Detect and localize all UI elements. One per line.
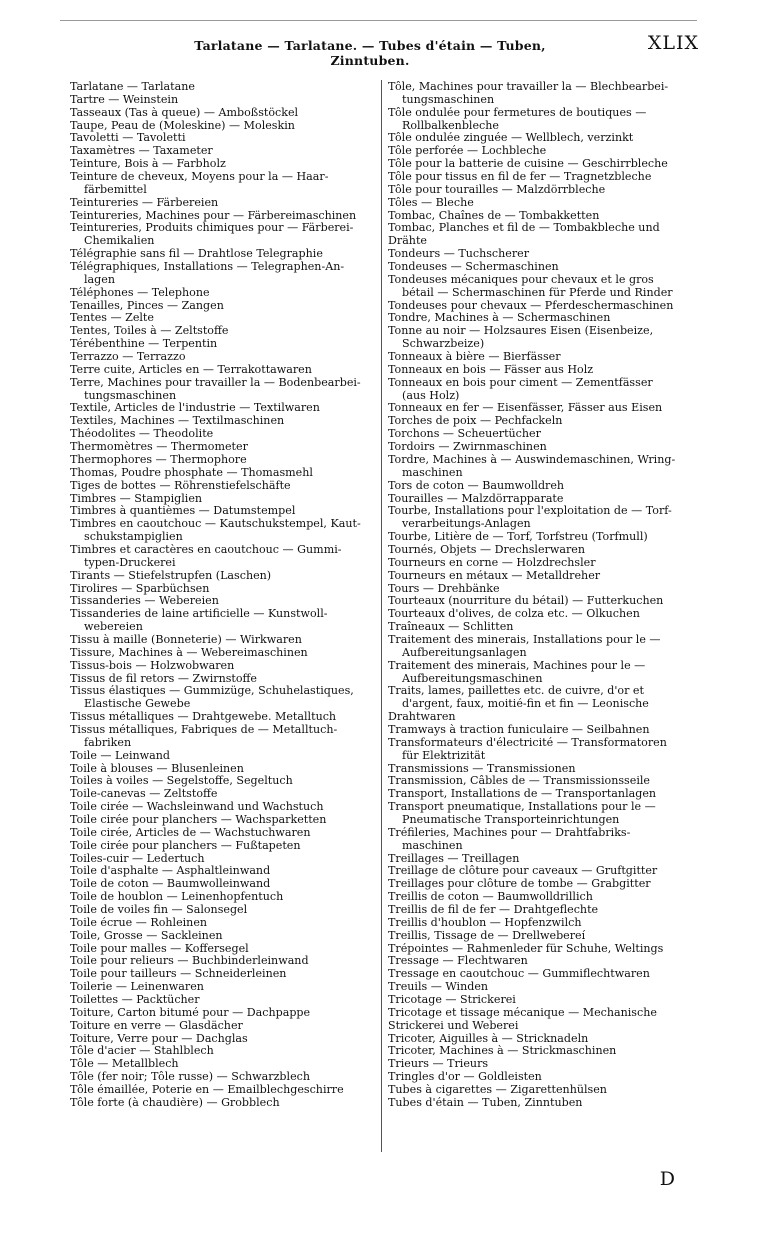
index-entry: Toile de houblon — Leinenhopfentuch — [70, 891, 284, 904]
index-entry: Treuils — Winden — [388, 981, 489, 994]
index-entry: Tondre, Machines à — Schermaschinen — [388, 312, 611, 325]
index-entry: Tartre — Weinstein — [70, 93, 179, 106]
index-entry: maschinen — [402, 839, 463, 852]
running-header: Tarlatane — Tarlatane. — Tubes d'étain — Tuben, Zinntuben. — [194, 38, 546, 68]
index-entry: Tramways à traction funiculaire — Seilbahnen — [388, 723, 650, 736]
index-entry: Théodolites — Theodolite — [70, 428, 214, 441]
index-entry: Textiles, Machines — Textilmaschinen — [70, 415, 285, 428]
index-entry: Toiture, Verre pour — Dachglas — [70, 1032, 248, 1045]
index-entry: Transmission, Câbles de — Transmissionsseile — [388, 775, 650, 788]
index-entry: Treillages — Treillagen — [388, 852, 520, 865]
index-entry: d'argent, faux, moitié-fin et fin — Leonische — [402, 698, 649, 711]
index-entry: Tôles — Bleche — [388, 196, 474, 209]
index-entry: Elastische Gewebe — [84, 698, 191, 711]
index-entry: Drähte — [388, 235, 427, 248]
index-entry: Tôle perforée — Lochbleche — [388, 145, 547, 158]
index-entry: Drahtwaren — [388, 711, 456, 724]
index-entry: Tôle ondulée zinguée — Wellblech, verzinkt — [388, 132, 634, 145]
index-entry: Toile cirée — Wachsleinwand und Wachstuch — [70, 801, 324, 814]
index-entry: Tôle (fer noir; Tôle russe) — Schwarzblech — [70, 1071, 311, 1084]
index-entry: lagen — [84, 273, 115, 286]
index-entry: Tordre, Machines à — Auswindemaschinen, Wring- — [388, 453, 676, 466]
index-entry: Strickerei und Weberei — [388, 1019, 519, 1032]
index-entry: Tréfileries, Machines pour — Drahtfabriks- — [388, 826, 631, 839]
index-entry: Tonneaux en bois pour ciment — Zementfässer — [388, 376, 653, 389]
index-entry: Télégraphiques, Installations — Telegraphen-An- — [70, 261, 345, 274]
index-entry: Toile cirée pour planchers — Fußtapeten — [70, 839, 301, 852]
index-entry: Teintureries, Machines pour — Färbereimaschinen — [70, 209, 357, 222]
index-entry: Tournés, Objets — Drechslerwaren — [388, 543, 585, 556]
index-entry: Toile pour relieurs — Buchbinderleinwand — [70, 955, 309, 968]
signature-mark: D — [659, 1168, 675, 1190]
index-entry: schukstampiglien — [84, 531, 183, 544]
index-entry: Tôle pour tissus en fil de fer — Tragnetzbleche — [388, 171, 652, 184]
index-entry: Treillis de coton — Baumwolldrillich — [388, 891, 593, 904]
index-entry: Tombac, Planches et fil de — Tombakbleche und — [388, 222, 660, 235]
index-entry: bétail — Schermaschinen für Pferde und Rinder — [402, 286, 673, 299]
index-entry: Transport, Installations de — Transportanlagen — [388, 788, 657, 801]
index-entry: Tricoter, Aiguilles à — Stricknadeln — [388, 1032, 589, 1045]
index-entry: Toilerie — Leinenwaren — [70, 981, 204, 994]
index-entry: Pneumatische Transporteinrichtungen — [402, 813, 620, 826]
index-entry: Tourailles — Malzdörrapparate — [388, 492, 564, 505]
index-entry: Tondeuses mécaniques pour chevaux et le gros — [388, 273, 654, 286]
index-entry: Timbres à quantièmes — Datumstempel — [70, 505, 296, 518]
index-entry: Tourteaux d'olives, de colza etc. — Ölkuchen — [388, 608, 640, 621]
index-entry: Tarlatane — Tarlatane — [70, 81, 195, 93]
index-entry: Tenailles, Pinces — Zangen — [70, 299, 224, 312]
index-entry: Tonne au noir — Holzsaures Eisen (Eisenbeize, — [388, 325, 654, 338]
index-entry: Tourbe, Litière de — Torf, Torfstreu (Torfmull) — [388, 531, 648, 544]
index-entry: Torches de poix — Pechfackeln — [388, 415, 563, 428]
index-entry: Tôle, Machines pour travailler la — Blechbearbei- — [388, 81, 669, 93]
index-entry: Thermophores — Thermophore — [70, 453, 247, 466]
index-entry: Timbres — Stampiglien — [70, 492, 203, 505]
index-entry: für Elektrizität — [402, 749, 486, 762]
index-entry: Trépointes — Rahmenleder für Schuhe, Weltings — [388, 942, 664, 955]
index-entry: Toile cirée pour planchers — Wachsparketten — [70, 813, 327, 826]
index-entry: Tentes, Toiles à — Zeltstoffe — [70, 325, 229, 338]
index-entry: Tondeurs — Tuchscherer — [388, 248, 530, 261]
index-entry: Tôle émaillée, Poterie en — Emailblechgeschirre — [70, 1084, 344, 1097]
index-entry: Toile, Grosse — Sackleinen — [70, 929, 223, 942]
index-entry: Tirolires — Sparbüchsen — [70, 582, 210, 595]
index-entry: Tonneaux en fer — Eisenfässer, Fässer aus Eisen — [388, 402, 663, 415]
index-entry: Tissus métalliques, Fabriques de — Metalltuch- — [70, 723, 338, 736]
top-rule — [60, 20, 697, 21]
index-entry: Traitement des minerais, Machines pour le — — [388, 659, 646, 672]
page-number: XLIX — [647, 32, 699, 54]
index-entry: Tasseaux (Tas à queue) — Amboßstöckel — [70, 106, 299, 119]
index-entry: Téléphones — Telephone — [70, 286, 210, 299]
index-entry: Timbres et caractères en caoutchouc — Gummi- — [70, 543, 342, 556]
index-entry: Tissus élastiques — Gummizüge, Schuhelastiques, — [70, 685, 354, 698]
index-entry: Terre, Machines pour travailler la — Bodenbearbei- — [70, 376, 361, 389]
column-divider — [381, 80, 382, 1152]
index-entry: Toile à blouses — Blusenleinen — [70, 762, 244, 775]
index-entry: Tors de coton — Baumwolldreh — [388, 479, 565, 492]
index-entry: Tonneaux à bière — Bierfässer — [388, 351, 561, 364]
index-entry: Traitement des minerais, Installations pour le — — [388, 633, 661, 646]
index-entry: Tiges de bottes — Röhrenstiefelschäfte — [70, 479, 291, 492]
index-entry: Toile cirée, Articles de — Wachstuchwaren — [70, 826, 311, 839]
index-entry: Treillage de clôture pour caveaux — Gruftgitter — [388, 865, 658, 878]
index-entry: Treillis d'houblon — Hopfenzwilch — [388, 916, 582, 929]
index-entry: Tôle — Metallblech — [70, 1058, 179, 1071]
index-entry: Tombac, Chaînes de — Tombakketten — [388, 209, 600, 222]
index-entry: Timbres en caoutchouc — Kautschukstempel, Kaut- — [70, 518, 361, 531]
index-entry: Teinture de cheveux, Moyens pour la — Haar- — [70, 171, 329, 184]
index-entry: Tourbe, Installations pour l'exploitation de — Torf- — [388, 505, 672, 518]
index-entry: Treillis de fil de fer — Drahtgeflechte — [388, 904, 599, 916]
index-entry: Terrazzo — Terrazzo — [70, 351, 186, 364]
index-entry: Transmissions — Transmissionen — [388, 762, 576, 775]
index-entry: Tôle pour tourailles — Malzdörrbleche — [388, 183, 606, 196]
index-entry: tungsmaschinen — [402, 93, 495, 106]
index-entry: fabriken — [84, 736, 132, 749]
index-entry: Toile d'asphalte — Asphaltleinwand — [70, 865, 271, 878]
index-entry: Taxamètres — Taxameter — [70, 145, 213, 158]
index-entry: Traîneaux — Schlitten — [388, 621, 514, 634]
left-column — [70, 81, 375, 1151]
index-entry: Tourneurs en corne — Holzdrechsler — [388, 556, 596, 569]
index-entry: Tissus métalliques — Drahtgewebe. Metalltuch — [70, 711, 337, 724]
index-entry: Térébenthine — Terpentin — [70, 338, 218, 351]
index-entry: Toile de voiles fin — Salonsegel — [70, 904, 248, 916]
index-entry: Tissu à maille (Bonneterie) — Wirkwaren — [70, 633, 302, 646]
index-entry: Thomas, Poudre phosphate — Thomasmehl — [70, 466, 313, 479]
index-entry: Tissus-bois — Holzwobwaren — [70, 659, 235, 672]
index-entry: Toiles à voiles — Segelstoffe, Segeltuch — [70, 775, 293, 788]
index-entry: Transformateurs d'électricité — Transformatoren — [388, 736, 667, 749]
index-entry: Aufbereitungsanlagen — [402, 646, 527, 659]
index-entry: Tondeuses pour chevaux — Pferdeschermaschinen — [388, 299, 674, 312]
index-entry: Tubes à cigarettes — Zigarettenhülsen — [388, 1084, 607, 1097]
index-entry: Toile pour tailleurs — Schneiderleinen — [70, 968, 287, 981]
index-entry: Tissanderies — Webereien — [70, 595, 219, 608]
index-entry: Toile de coton — Baumwolleinwand — [70, 878, 271, 891]
index-entry: Teinture, Bois à — Farbholz — [70, 158, 226, 171]
index-entry: Treillages pour clôture de tombe — Grabgitter — [388, 878, 651, 891]
index-entry: Tricotage et tissage mécanique — Mechanische — [388, 1006, 657, 1019]
index-entry: Tissanderies de laine artificielle — Kunstwoll- — [70, 608, 328, 621]
index-entry: Tôle pour la batterie de cuisine — Geschirrbleche — [388, 158, 668, 171]
index-entry: Traits, lames, paillettes etc. de cuivre, d'or et — [388, 685, 644, 698]
index-entry: Toile-canevas — Zeltstoffe — [70, 788, 218, 801]
index-entry: Tricotage — Strickerei — [388, 994, 516, 1007]
index-entry: Tavoletti — Tavoletti — [70, 132, 186, 145]
index-entry: Torchons — Scheuertücher — [388, 428, 541, 441]
index-entry: Tordoirs — Zwirnmaschinen — [388, 441, 547, 454]
index-entry: (aus Holz) — [402, 389, 460, 402]
index-entry: maschinen — [402, 466, 463, 479]
index-entry: Tondeuses — Schermaschinen — [388, 261, 559, 274]
index-entry: Toilettes — Packtücher — [70, 994, 200, 1007]
index-entry: Transport pneumatique, Installations pour le — — [388, 801, 656, 814]
right-column — [388, 81, 693, 1151]
index-entry: Toiture en verre — Glasdächer — [70, 1019, 243, 1032]
index-entry: Teintureries, Produits chimiques pour — Färberei- — [70, 222, 354, 235]
index-entry: Tirants — Stiefelstrupfen (Laschen) — [70, 569, 272, 582]
index-entry: färbemittel — [84, 183, 147, 196]
index-entry: webereien — [84, 621, 143, 634]
index-entry: Tressage en caoutchouc — Gummiflechtwaren — [388, 968, 650, 981]
index-entry: Thermomètres — Thermometer — [70, 441, 248, 454]
index-entry: Toile pour malles — Koffersegel — [70, 942, 249, 955]
index-entry: Tourteaux (nourriture du bétail) — Futterkuchen — [388, 595, 664, 608]
index-entry: Aufbereitungsmaschinen — [402, 672, 543, 685]
index-entry: Tôle ondulée pour fermetures de boutiques — — [388, 106, 647, 119]
index-entry: Toile — Leinwand — [70, 749, 171, 762]
index-entry: Tonneaux en bois — Fässer aus Holz — [388, 363, 594, 376]
index-entry: Tôle d'acier — Stahlblech — [70, 1045, 214, 1058]
index-entry: Tourneurs en métaux — Metalldreher — [388, 569, 601, 582]
index-entry: Tissure, Machines à — Webereimaschinen — [70, 646, 308, 659]
index-entry: Teintureries — Färbereien — [70, 196, 219, 209]
index-entry: Chemikalien — [84, 235, 155, 248]
index-entry: Tricoter, Machines à — Strickmaschinen — [388, 1045, 617, 1058]
index-entry: Terre cuite, Articles en — Terrakottawaren — [70, 363, 312, 376]
index-entry: Schwarzbeize) — [402, 338, 485, 351]
index-entry: Rollbalkenbleche — [402, 119, 499, 132]
index-entry: Toile écrue — Rohleinen — [70, 916, 208, 929]
index-entry: verarbeitungs-Anlagen — [402, 518, 531, 531]
index-entry: Tringles d'or — Goldleisten — [388, 1071, 542, 1084]
index-entry: typen-Druckerei — [84, 556, 176, 569]
index-entry: Tressage — Flechtwaren — [388, 955, 528, 968]
index-entry: Textile, Articles de l'industrie — Textilwaren — [70, 402, 320, 415]
index-entry: Tôle forte (à chaudière) — Grobblech — [70, 1096, 280, 1109]
index-entry: Tubes d'étain — Tuben, Zinntuben — [388, 1096, 583, 1109]
index-entry: Taupe, Peau de (Moleskine) — Moleskin — [70, 119, 295, 132]
index-entry: tungsmaschinen — [84, 389, 177, 402]
index-entry: Treillis, Tissage de — Drellwebereí — [388, 929, 586, 942]
index-entry: Tentes — Zelte — [70, 312, 154, 325]
index-entry: Toiles-cuir — Ledertuch — [70, 852, 205, 865]
index-entry: Toiture, Carton bitumé pour — Dachpappe — [70, 1006, 311, 1019]
index-entry: Trieurs — Trieurs — [388, 1058, 489, 1071]
index-entry: Tours — Drehbänke — [388, 582, 500, 595]
index-entry: Télégraphie sans fil — Drahtlose Telegraphie — [70, 248, 323, 261]
index-entry: Tissus de fil retors — Zwirnstoffe — [70, 672, 257, 685]
